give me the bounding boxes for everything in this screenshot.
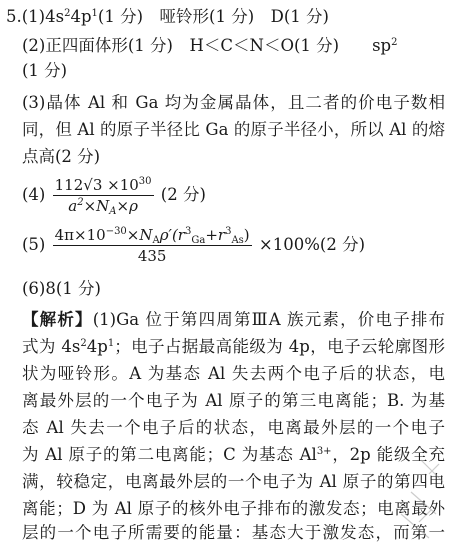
q1-line (6, 6, 445, 28)
analysis-line-6: 为 Al 原子的第二电离能；C 为基态 $Al^{3+}$，2p 能级全充 (22, 445, 445, 464)
watermark-mark (381, 452, 451, 542)
q4-denominator: $a^2\times N_A\times\rho$ (68, 197, 138, 217)
q4-line (22, 172, 445, 218)
q3-line-1: (3)晶体 Al 和 Ga 均为金属晶体，且二者的价电子数相 (22, 93, 445, 112)
q1-mid: 4p (70, 7, 92, 26)
q1-sup1: 2 (64, 8, 71, 19)
analysis-tag: 【解析】 (22, 310, 93, 329)
q4-label: (4) (22, 185, 46, 204)
q4-score: (2 分) (160, 185, 206, 204)
q5-tail: ×100%(2 分) (258, 235, 366, 254)
q5-denominator: 435 (137, 247, 167, 265)
analysis-line-2: 式为 $4s^24p^1$；电子占据最高能级为 4p，电子云轮廓图形 (22, 337, 445, 356)
analysis-line-8: 离能；D 为 Al 原子的核外电子排布的激发态；电离最外 (22, 499, 445, 518)
q5-label: (5) (22, 235, 46, 254)
q1-sup2: 1 (91, 8, 98, 19)
q3-line-2: 同，但 Al 的原子半径比 Ga 的原子半径小，所以 Al 的熔 (22, 120, 445, 139)
analysis-text-1: (1)Ga 位于第四周第ⅢA 族元素，价电子排布 (92, 310, 446, 329)
q2-sup: 2 (391, 37, 398, 48)
analysis-line-9: 层的一个电子所需要的能量：基态大于激发态，而第一 (22, 523, 445, 542)
q2-score-line (22, 60, 445, 82)
q1-rest: (1 分) 哑铃形(1 分) D(1 分) (97, 7, 329, 26)
q4-fraction (53, 175, 154, 216)
analysis-line-5: 态 Al 失去一个电子后的状态，电离最外层的一个电子 (22, 418, 445, 437)
q5-fraction (53, 225, 252, 266)
q2-line (22, 35, 445, 57)
q2-score: (1 分) (22, 61, 68, 80)
analysis-line-1 (22, 309, 445, 331)
analysis-line-3: 状为哑铃形。A 为基态 Al 失去两个电子后的状态，电 (22, 364, 445, 383)
q1-number: 5.(1)4s (6, 7, 65, 26)
q2-text: (2)正四面体形(1 分) H＜C＜N＜O(1 分) sp (22, 36, 392, 55)
q5-numerator: $4\pi\times 10^{-30}\times N_A\rho'(r^3_{Ga}+r^3_{As})$ (54, 226, 250, 246)
q6-line: (6)8(1 分) (22, 279, 101, 298)
q4-numerator: $112√3 \times 10^{30}$ (54, 176, 152, 194)
analysis-line-7: 满，较稳定，电离最外层的一个电子为 Al 原子的第四电 (22, 472, 445, 491)
q3-line-3: 点高(2 分) (22, 147, 101, 166)
q5-line (22, 222, 445, 268)
analysis-line-4: 离最外层的一个电子为 Al 原子的第三电离能；B. 为基 (22, 391, 445, 410)
